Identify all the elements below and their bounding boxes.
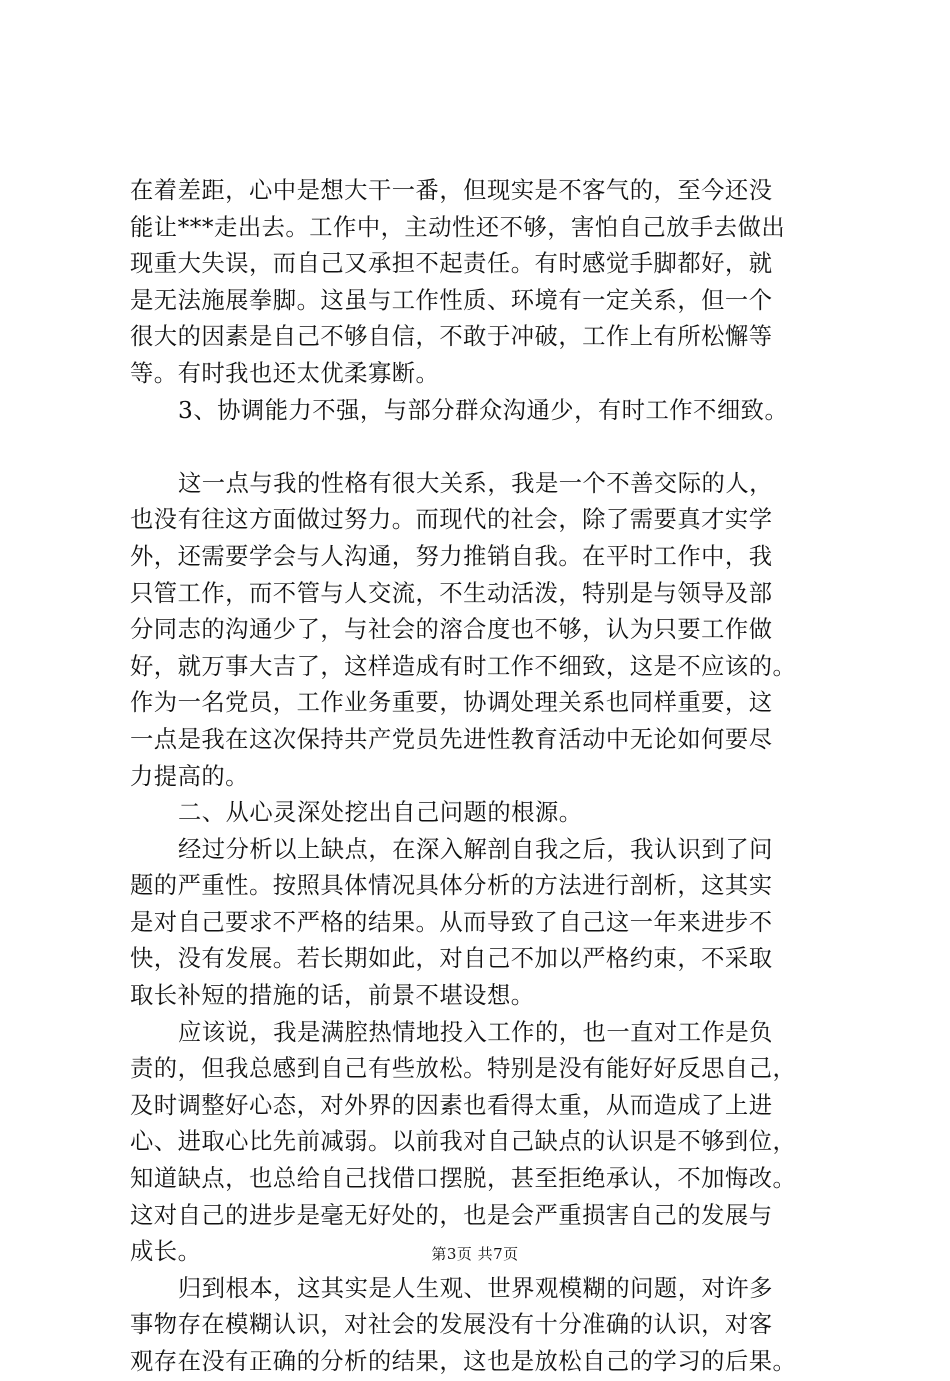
text-line: 应该说，我是满腔热情地投入工作的，也一直对工作是负 — [178, 1018, 773, 1046]
text-line: 经过分析以上缺点，在深入解剖自我之后，我认识到了问 — [178, 835, 773, 863]
text-line: 题的严重性。按照具体情况具体分析的方法进行剖析，这其实 — [130, 872, 773, 900]
text-line: 能让***走出去。工作中，主动性还不够，害怕自己放手去做出 — [130, 213, 786, 241]
text-line: 归到根本，这其实是人生观、世界观模糊的问题，对许多 — [178, 1274, 773, 1302]
blank-line — [130, 429, 840, 466]
text-line: 及时调整好心态，对外界的因素也看得太重，从而造成了上进 — [130, 1091, 773, 1119]
text-line: 心、进取心比先前减弱。以前我对自己缺点的认识是不够到位， — [130, 1128, 797, 1156]
text-line: 好，就万事大吉了，这样造成有时工作不细致，这是不应该的。 — [130, 652, 797, 680]
text-line: 取长补短的措施的话，前景不堪设想。 — [130, 982, 535, 1010]
document-body — [130, 173, 840, 1381]
text-line: 在着差距，心中是想大干一番，但现实是不客气的，至今还没 — [130, 177, 773, 204]
text-line: 观存在没有正确的分析的结果，这也是放松自己的学习的后果。 — [130, 1348, 797, 1375]
text-line: 一点是我在这次保持共产党员先进性教育活动中无论如何要尽 — [130, 725, 773, 753]
text-line: 这对自己的进步是毫无好处的，也是会严重损害自己的发展与 — [130, 1201, 773, 1229]
text-line: 知道缺点，也总给自己找借口摆脱，甚至拒绝承认，不加悔改。 — [130, 1165, 797, 1193]
text-line: 这一点与我的性格有很大关系，我是一个不善交际的人， — [178, 469, 773, 497]
text-line: 分同志的沟通少了，与社会的溶合度也不够，认为只要工作做 — [130, 616, 773, 644]
text-line: 现重大失误，而自己又承担不起责任。有时感觉手脚都好，就 — [130, 250, 773, 278]
text-line: 外，还需要学会与人沟通，努力推销自我。在平时工作中，我 — [130, 542, 773, 570]
text-line: 只管工作，而不管与人交流，不生动活泼，特别是与领导及部 — [130, 579, 773, 607]
text-line: 快，没有发展。若长期如此，对自己不加以严格约束，不采取 — [130, 945, 773, 973]
text-line: 力提高的。 — [130, 762, 249, 790]
text-line: 是无法施展拳脚。这虽与工作性质、环境有一定关系，但一个 — [130, 286, 773, 314]
page-number-footer: 第3页 共7页 — [431, 1245, 519, 1263]
text-line: 等。有时我也还太优柔寡断。 — [130, 359, 440, 387]
text-line: 3、协调能力不强，与部分群众沟通少，有时工作不细致。 — [178, 396, 789, 424]
text-line: 作为一名党员，工作业务重要，协调处理关系也同样重要，这 — [130, 689, 773, 717]
text-line: 是对自己要求不严格的结果。从而导致了自己这一年来进步不 — [130, 908, 773, 936]
text-line: 责的，但我总感到自己有些放松。特别是没有能好好反思自己， — [130, 1055, 797, 1083]
text-line: 也没有往这方面做过努力。而现代的社会，除了需要真才实学 — [130, 506, 773, 534]
text-line: 二、从心灵深处挖出自己问题的根源。 — [178, 799, 583, 827]
text-line: 事物存在模糊认识，对社会的发展没有十分准确的认识，对客 — [130, 1311, 773, 1339]
text-line: 很大的因素是自己不够自信，不敢于冲破，工作上有所松懈等 — [130, 323, 773, 351]
text-line: 成长。 — [130, 1238, 202, 1266]
